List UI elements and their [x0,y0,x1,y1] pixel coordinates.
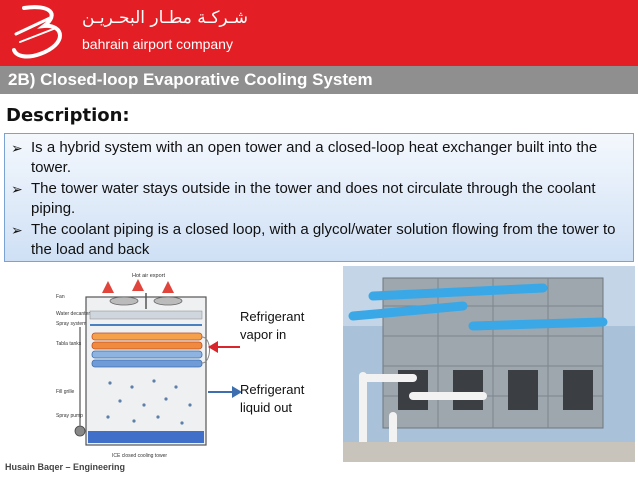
diagram-label-fan: Fan [56,294,65,300]
diagram-label-water-decanter: Water decanter [56,311,90,317]
refrigerant-vapor-in-label: Refrigerant vapor in [240,309,305,342]
cooling-tower-diagram [40,267,230,463]
arrow-bullet-icon: ➢ [11,222,23,238]
description-heading: Description: [6,105,130,126]
slide-title: 2B) Closed-loop Evaporative Cooling System [8,70,373,89]
header-bar [0,0,638,66]
diagram-caption: ICE closed cooling tower [112,453,168,459]
bahrain-airport-logo-icon [10,4,74,62]
bullet-text: Is a hybrid system with an open tower and a closed-loop heat exchanger built into the tower. [31,139,598,176]
bullet-text: The tower water stays outside in the tower and does not circulate through the coolant piping. [31,180,596,217]
bullet-box [4,133,634,262]
slide-title-bar [0,66,638,94]
cooling-tower-photo [343,266,635,462]
water-decanter [90,311,202,319]
brand-name-english: bahrain airport company [82,36,233,52]
refrigerant-liquid-out-label: Refrigerant liquid out [240,382,305,415]
bullet-text: The coolant piping is a closed loop, with a glycol/water solution flowing from the tower to the load and back [31,221,616,258]
brand-name-arabic: شـركـة مطـار البحـريـن [82,8,249,28]
bullet-item [5,138,633,178]
water-basin [88,431,204,443]
bullet-list [5,134,633,260]
footer-author: Husain Baqer – Engineering [5,462,126,472]
diagram-label-fill-grille: Fill grille [56,389,75,395]
liquid-out-arrow-icon [208,385,242,399]
diagram-label-spray-system: Spray system [56,321,87,327]
bullet-item [5,179,633,219]
vapor-in-arrow-icon [208,340,242,354]
arrow-bullet-icon: ➢ [11,181,23,197]
arrow-bullet-icon: ➢ [11,140,23,156]
diagram-label-spray-pump: Spray pump [56,413,83,419]
diagram-top-label: Hot air export [132,273,166,279]
bullet-item [5,220,633,260]
diagram-label-tabla-tanks: Tabla tanks [56,341,82,347]
